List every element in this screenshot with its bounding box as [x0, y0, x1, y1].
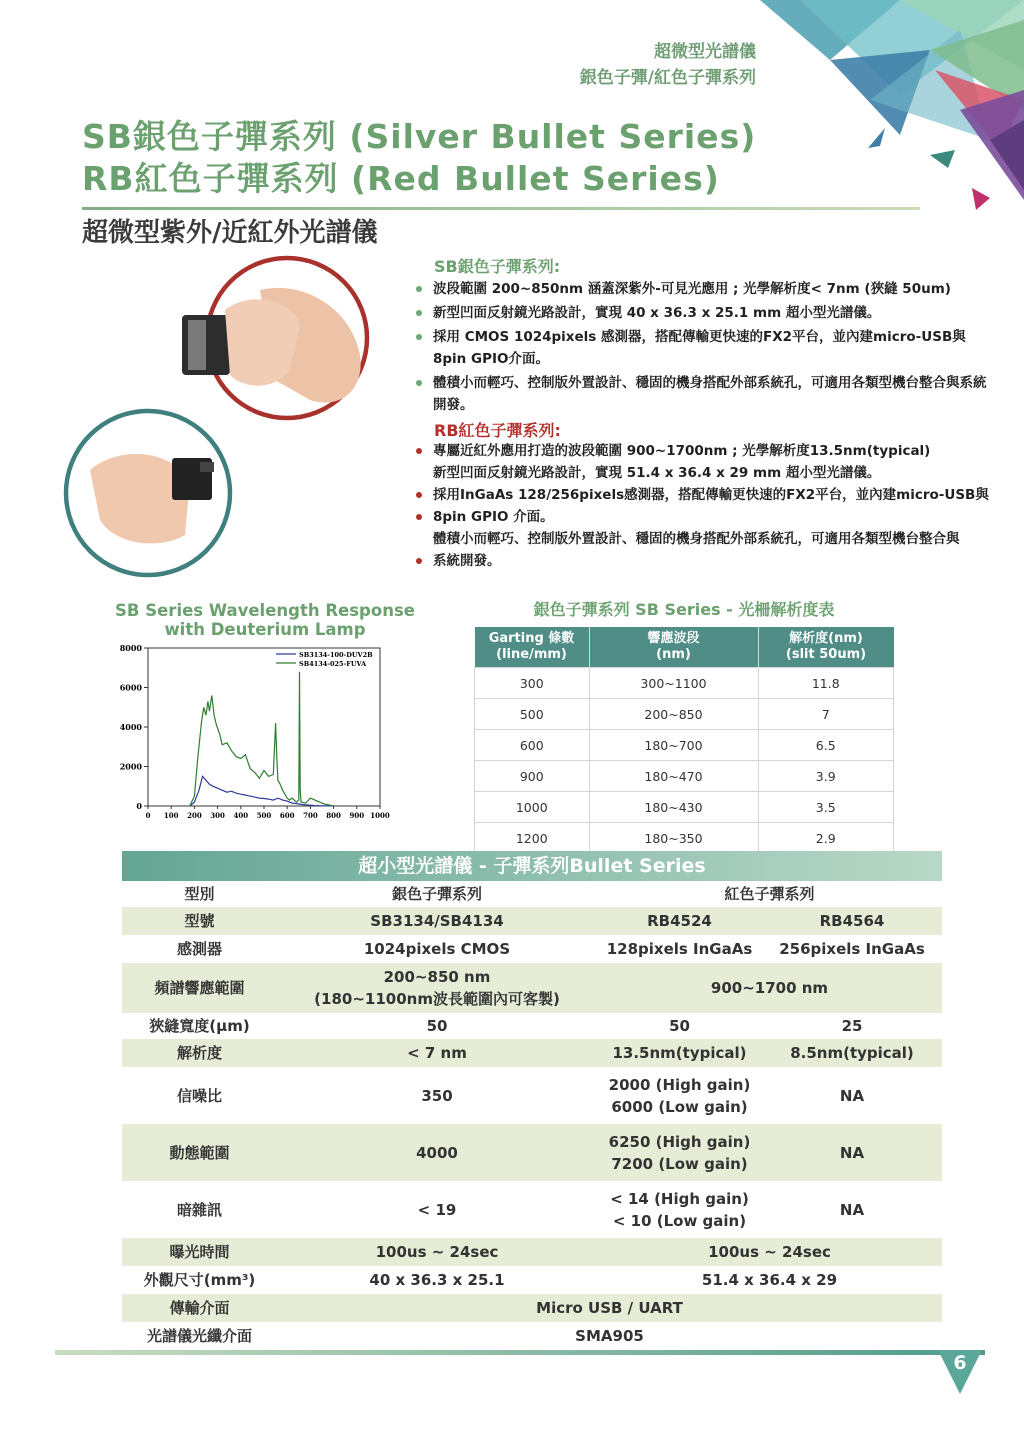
x-tick-label: 300 — [210, 811, 225, 820]
x-tick-label: 1000 — [370, 811, 390, 820]
table-cell: NA — [839, 1086, 865, 1105]
x-tick-label: 0 — [145, 811, 151, 820]
row-label: 外觀尺寸(mm³) — [143, 1271, 256, 1289]
chart-title-line1: SB Series Wavelength Response — [115, 601, 415, 620]
y-tick-label: 6000 — [119, 682, 142, 693]
list-item: 新型凹面反射鏡光路設計，實現 40 x 36.3 x 25.1 mm 超小型光譜儀。 — [414, 302, 994, 324]
table-cell: 13.5nm(typical) — [597, 1039, 762, 1067]
table-cell: SMA905 — [575, 1327, 644, 1345]
table-cell: < 19 — [417, 1200, 457, 1219]
table-row — [122, 881, 942, 907]
list-item: 新型凹面反射鏡光路設計，實現 51.4 x 36.4 x 29 mm 超小型光譜儀。 — [433, 465, 881, 481]
table-cell: 350 — [421, 1086, 453, 1105]
table-cell: 180~470 — [589, 761, 758, 792]
table-cell: 1024pixels CMOS — [363, 940, 511, 958]
table-cell: 600 — [475, 730, 590, 761]
list-item: 專屬近紅外應用打造的波段範圍 900~1700nm ; 光學解析度13.5nm(typical) — [414, 440, 994, 462]
list-item: 系統開發。 — [414, 550, 994, 572]
grating-table-title: 銀色子彈系列 SB Series - 光柵解析度表 — [533, 600, 835, 619]
row-label: 曝光時間 — [122, 1238, 277, 1266]
table-cell: 900~1700 nm — [597, 963, 942, 1013]
table-cell: 100us ~ 24sec — [597, 1238, 942, 1266]
table-cell: 銀色子彈系列 — [391, 885, 482, 903]
table-cell: 1000 — [475, 792, 590, 823]
table-row — [122, 1294, 942, 1322]
table-row — [122, 1039, 942, 1067]
table-cell: 51.4 x 36.4 x 29 — [701, 1271, 838, 1289]
row-label: 信噪比 — [176, 1086, 222, 1105]
table-cell: 256pixels InGaAs — [779, 940, 925, 958]
list-item: 採用 CMOS 1024pixels 感測器，搭配傳輸更快速的FX2平台，並內建micro-USB與8pin GPIO介面。 — [414, 326, 994, 370]
table-cell: NA — [762, 1124, 942, 1181]
product-photos — [60, 250, 420, 590]
table-cell: 500 — [475, 699, 590, 730]
grating-header-band: 響應波段 (nm) — [589, 627, 758, 668]
table-cell: 11.8 — [758, 668, 894, 699]
table-cell: RB4564 — [762, 907, 942, 935]
grating-table — [474, 627, 894, 854]
x-tick-label: 700 — [303, 811, 318, 820]
table-cell: 6.5 — [758, 730, 894, 761]
table-cell: 2000 (High gain) 6000 (Low gain) — [608, 1075, 751, 1116]
wavelength-response-chart — [110, 638, 410, 828]
table-cell: 100us ~ 24sec — [277, 1238, 597, 1266]
row-label: 暗雜訊 — [176, 1200, 222, 1219]
x-tick-label: 400 — [233, 811, 249, 820]
spec-table-title: 超小型光譜儀 - 子彈系列Bullet Series — [122, 851, 942, 881]
table-cell: 4000 — [277, 1124, 597, 1181]
list-item: 8pin GPIO 介面。 — [414, 506, 994, 528]
table-cell: 40 x 36.3 x 25.1 — [369, 1271, 505, 1289]
table-row — [475, 699, 894, 730]
table-row — [122, 907, 942, 935]
plot-frame — [148, 648, 380, 806]
rb-section-heading: RB紅色子彈系列: — [434, 421, 561, 440]
row-label: 動態範圍 — [122, 1124, 277, 1181]
sb-section-heading: SB銀色子彈系列: — [434, 257, 561, 276]
table-cell: 128pixels InGaAs — [606, 940, 753, 958]
table-cell: 900 — [475, 761, 590, 792]
y-tick-label: 8000 — [119, 643, 142, 653]
table-cell: 25 — [841, 1017, 863, 1035]
table-cell: RB4524 — [597, 907, 762, 935]
table-row — [122, 1322, 942, 1350]
header-category-line1: 超微型光譜儀 — [654, 42, 756, 62]
table-cell: 3.9 — [758, 761, 894, 792]
table-row — [122, 1181, 942, 1238]
table-cell: SB3134/SB4134 — [277, 907, 597, 935]
table-cell: 200~850 nm (180~1100nm波長範圍內可客製) — [277, 963, 597, 1013]
table-cell: 6250 (High gain) 7200 (Low gain) — [597, 1124, 762, 1181]
table-cell: 200~850 — [589, 699, 758, 730]
table-cell: 180~430 — [589, 792, 758, 823]
table-row — [475, 668, 894, 699]
table-cell: 180~700 — [589, 730, 758, 761]
list-item: 波段範圍 200~850nm 涵蓋深紫外-可見光應用 ; 光學解析度< 7nm (狹縫 50um) — [414, 278, 994, 300]
table-row — [475, 761, 894, 792]
table-row — [475, 730, 894, 761]
table-cell: 1200 — [475, 823, 590, 854]
row-label: 感測器 — [176, 940, 222, 958]
table-cell: < 7 nm — [277, 1039, 597, 1067]
table-cell: 50 — [426, 1017, 448, 1035]
x-tick-label: 800 — [326, 811, 341, 820]
grating-header-lines: Garting 條數 (line/mm) — [475, 627, 590, 668]
row-label: 狹縫寬度(μm) — [149, 1017, 250, 1035]
table-cell: 50 — [669, 1017, 690, 1035]
x-tick-label: 500 — [256, 811, 272, 820]
table-cell: 7 — [758, 699, 894, 730]
table-row — [122, 935, 942, 963]
table-cell: 300~1100 — [589, 668, 758, 699]
x-tick-label: 100 — [163, 811, 179, 820]
table-row — [122, 1238, 942, 1266]
row-label: 型別 — [184, 885, 215, 903]
table-cell: < 14 (High gain) < 10 (Low gain) — [610, 1189, 749, 1230]
row-label: 光譜儀光纖介面 — [146, 1327, 252, 1345]
sb-feature-list — [414, 278, 994, 416]
series-line-1 — [190, 776, 334, 806]
page-title-line1: SB銀色子彈系列 (Silver Bullet Series) — [82, 117, 757, 156]
x-tick-label: 900 — [349, 811, 365, 820]
row-label: 型號 — [122, 907, 277, 935]
table-cell: 2.9 — [758, 823, 894, 854]
table-row — [122, 1124, 942, 1181]
table-cell: 3.5 — [758, 792, 894, 823]
table-row — [475, 823, 894, 854]
table-row — [475, 792, 894, 823]
page-title-line2: RB紅色子彈系列 (Red Bullet Series) — [82, 159, 720, 198]
table-row — [122, 1013, 942, 1039]
page-number: 6 — [953, 1352, 967, 1374]
chart-title-line2: with Deuterium Lamp — [164, 620, 366, 639]
y-tick-label: 4000 — [119, 722, 142, 732]
header-category-line2: 銀色子彈/紅色子彈系列 — [579, 68, 756, 88]
table-row — [122, 1067, 942, 1124]
row-label: 傳輸介面 — [122, 1294, 277, 1322]
row-label: 解析度 — [122, 1039, 277, 1067]
title-divider — [82, 207, 920, 210]
row-label: 頻譜響應範圍 — [122, 963, 277, 1013]
list-item: 體積小而輕巧、控制版外置設計、穩固的機身搭配外部系統孔，可適用各類型機台整合與系統開發。 — [414, 372, 994, 416]
page-subtitle: 超微型紫外/近紅外光譜儀 — [82, 218, 378, 248]
rb-feature-list — [414, 440, 994, 572]
list-item: 體積小而輕巧、控制版外置設計、穩固的機身搭配外部系統孔，可適用各類型機台整合與 — [433, 531, 960, 547]
x-tick-label: 600 — [279, 811, 295, 820]
y-tick-label: 0 — [136, 801, 142, 811]
table-cell: 180~350 — [589, 823, 758, 854]
spec-table — [122, 881, 942, 1350]
table-row — [122, 1266, 942, 1294]
list-item: 採用InGaAs 128/256pixels感測器，搭配傳輸更快速的FX2平台，並內建micro-USB與 — [414, 484, 994, 506]
y-tick-label: 2000 — [119, 761, 142, 772]
grating-header-resolution: 解析度(nm) (slit 50um) — [758, 627, 894, 668]
table-cell: NA — [839, 1200, 865, 1219]
table-cell: 300 — [475, 668, 590, 699]
legend-label: SB4134-025-FUVA — [299, 660, 367, 668]
table-cell: 紅色子彈系列 — [724, 885, 815, 903]
table-cell: Micro USB / UART — [277, 1294, 942, 1322]
table-row — [122, 963, 942, 1013]
legend-label: SB3134-100-DUV2B — [299, 651, 373, 659]
table-cell: 8.5nm(typical) — [762, 1039, 942, 1067]
x-tick-label: 200 — [187, 811, 202, 820]
footer-divider — [55, 1350, 985, 1355]
